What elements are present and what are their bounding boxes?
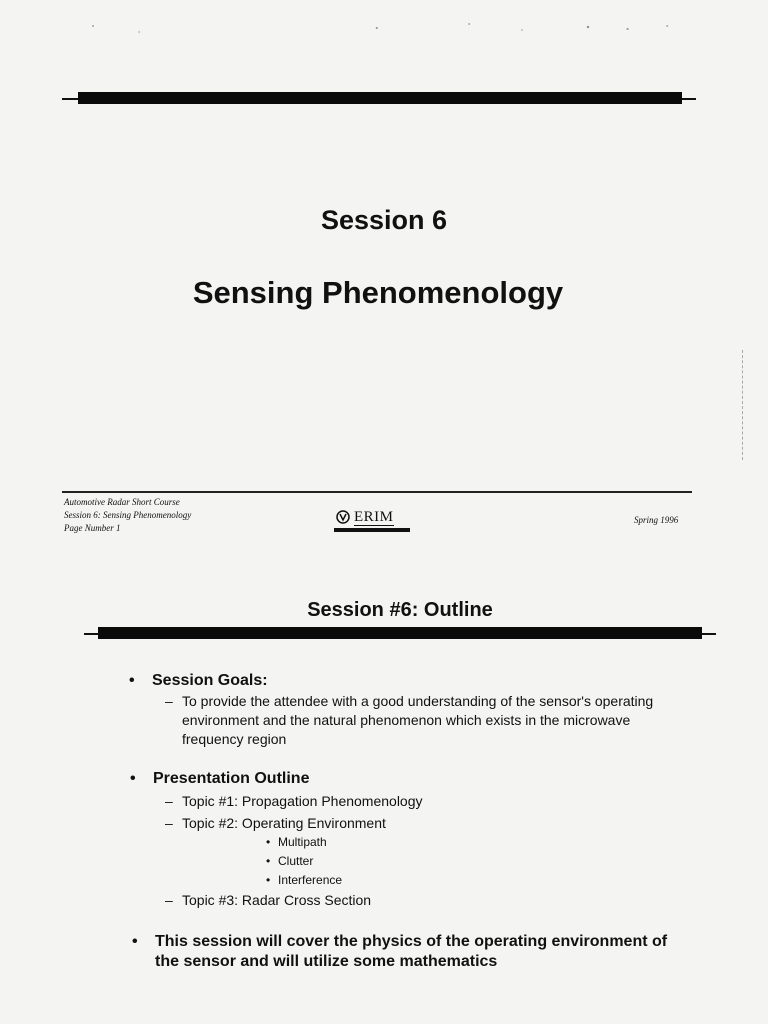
topic-2-item [266,873,343,887]
footer-course-info [64,496,191,535]
topic-3-text: Topic #3: Radar Cross Section [182,892,372,908]
bullet-icon: • [132,933,138,950]
goals-item-text: To provide the attendee with a good understanding of the sensor's operating environment and the natural phenomenon which exists in the microwave frequency region [182,693,654,747]
bullet-icon: • [266,873,271,887]
bullet-icon: • [129,672,135,689]
outline-heading: Presentation Outline [153,770,310,787]
slide-title: Sensing Phenomenology [192,275,564,310]
topic-2 [165,814,386,833]
topic-2-item-text: Multipath [278,835,327,849]
topic-2-item [266,835,327,849]
topic-2-item [266,854,314,868]
bullet-icon: • [130,770,136,787]
scan-noise [60,18,720,38]
topic-2-item-text: Clutter [278,854,314,868]
topic-2-item-text: Interference [278,873,343,887]
goals-item [165,692,662,749]
footer-course-line: Automotive Radar Short Course [64,497,180,507]
summary-bullet [132,932,675,972]
bullet-icon: • [266,835,271,849]
topic-3 [165,891,372,910]
outline-bullet [130,770,310,788]
footer-page-line: Page Number 1 [64,523,121,533]
erim-logo-icon [336,510,350,524]
scan-edge-marks [742,350,747,460]
topic-1-text: Topic #1: Propagation Phenomenology [182,793,423,809]
footer-date: Spring 1996 [634,515,679,525]
dash-icon: – [165,815,173,831]
session-label: Session 6 [320,205,448,235]
footer-divider [62,491,692,493]
bullet-icon: • [266,854,271,868]
erim-logo-underbar [334,528,410,532]
footer-session-line: Session 6: Sensing Phenomenology [64,510,192,520]
dash-icon: – [165,693,173,709]
goals-bullet [129,672,268,690]
outline-title: Session #6: Outline [307,599,493,621]
topic-2-text: Topic #2: Operating Environment [182,815,386,831]
summary-text: This session will cover the physics of the operating environment of the sensor and will utilize some mathematics [155,933,668,970]
topic-1 [165,792,423,811]
goals-heading: Session Goals: [152,672,268,689]
erim-logo [334,506,410,536]
dash-icon: – [165,793,173,809]
dash-icon: – [165,892,173,908]
erim-logo-text: ERIM [354,509,394,525]
